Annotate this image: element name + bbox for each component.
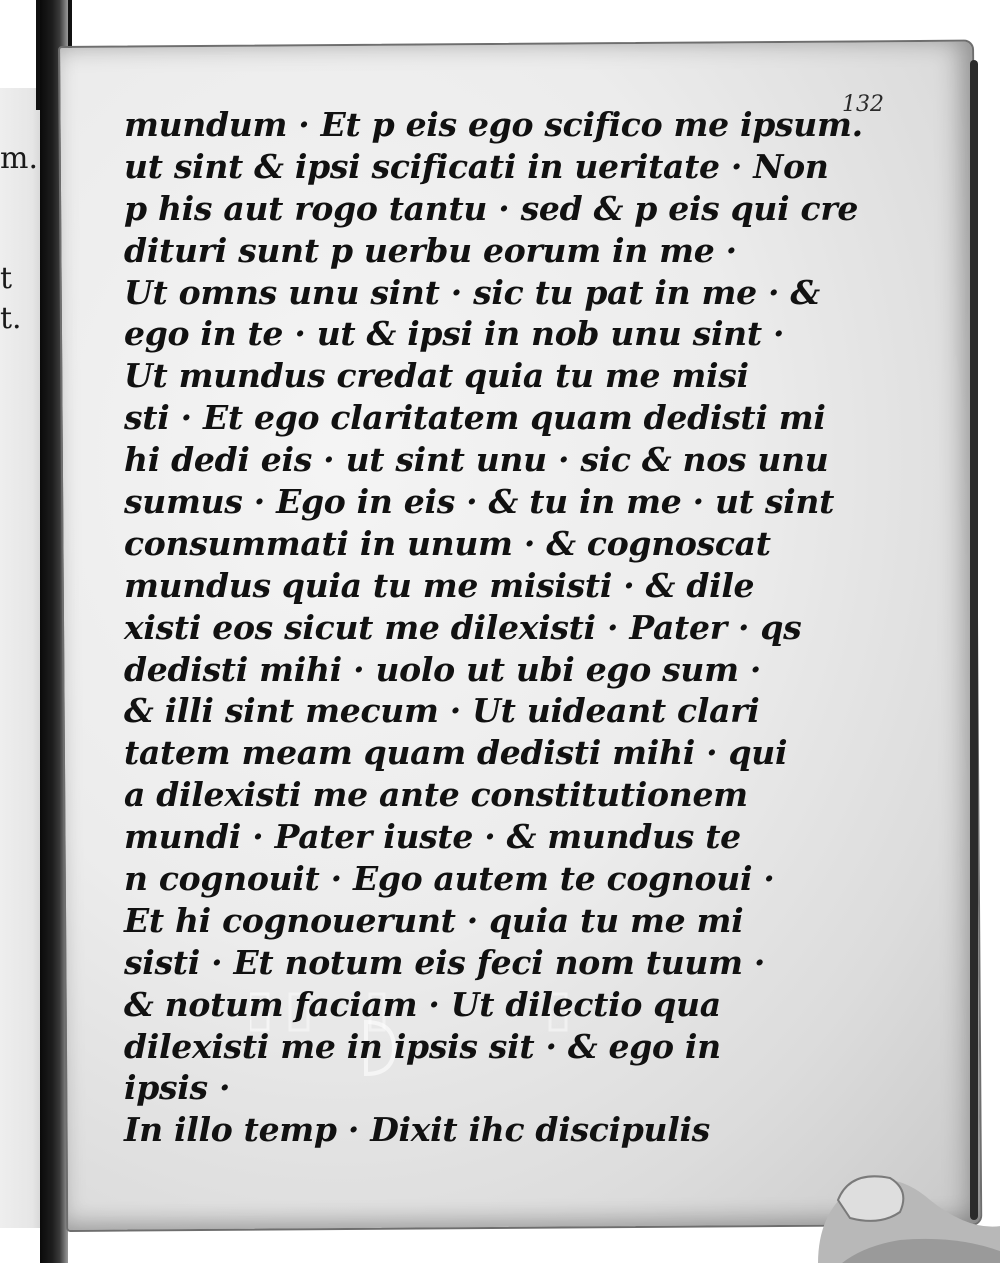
text-line: xisti eos sicut me dilexisti · Pater · qs: [124, 607, 802, 647]
text-line: & notum faciam · Ut dilectio qua: [124, 984, 721, 1024]
page-edge-shadow: [970, 60, 978, 1220]
manuscript-text: [124, 104, 863, 1151]
text-line: Ut mundus credat quia tu me misi: [124, 356, 749, 396]
text-line: sisti · Et notum eis feci nom tuum ·: [124, 942, 766, 982]
left-page-fragment: m.: [0, 141, 38, 176]
text-line: dedisti mihi · uolo ut ubi ego sum ·: [124, 649, 762, 689]
folio-number: 132: [842, 92, 884, 117]
text-line: sti · Et ego claritatem quam dedisti mi: [124, 398, 826, 438]
left-page-fragment: t: [0, 261, 13, 296]
text-line: dilexisti me in ipsis sit · & ego in: [124, 1026, 721, 1066]
text-line: In illo temp · Dixit ihc discipulis: [124, 1110, 710, 1150]
left-page-fragment: t.: [0, 301, 22, 336]
text-line: Ut omns unu sint · sic tu pat in me · &: [124, 272, 820, 312]
text-line: mundum · Et p eis ego scifico me ipsum.: [124, 105, 863, 144]
text-line: ipsis ·: [124, 1068, 231, 1108]
thumb-icon: [780, 1160, 1000, 1263]
text-line: Et hi cognouerunt · quia tu me mi: [124, 900, 744, 940]
text-line: ut sint & ipsi scificati in ueritate · Non: [124, 146, 829, 186]
text-line: p his aut rogo tantu · sed & p eis qui cre: [124, 188, 859, 228]
text-line: & illi sint mecum · Ut uideant clari: [124, 691, 760, 731]
text-line: consummati in unum · & cognoscat: [124, 523, 771, 563]
text-line: mundi · Pater iuste · & mundus te: [124, 817, 741, 857]
text-line: sumus · Ego in eis · & tu in me · ut sint: [124, 482, 835, 522]
text-line: ego in te · ut & ipsi in nob unu sint ·: [124, 314, 785, 354]
text-line: a dilexisti me ante constitutionem: [124, 775, 748, 815]
text-line: mundus quia tu me misisti · & dile: [124, 565, 755, 605]
text-line: tatem meam quam dedisti mihi · qui: [124, 733, 788, 773]
text-line: n cognouit · Ego autem te cognoui ·: [124, 859, 775, 899]
text-line: hi dedi eis · ut sint unu · sic & nos unu: [124, 440, 829, 480]
text-line: dituri sunt p uerbu eorum in me ·: [124, 230, 737, 270]
